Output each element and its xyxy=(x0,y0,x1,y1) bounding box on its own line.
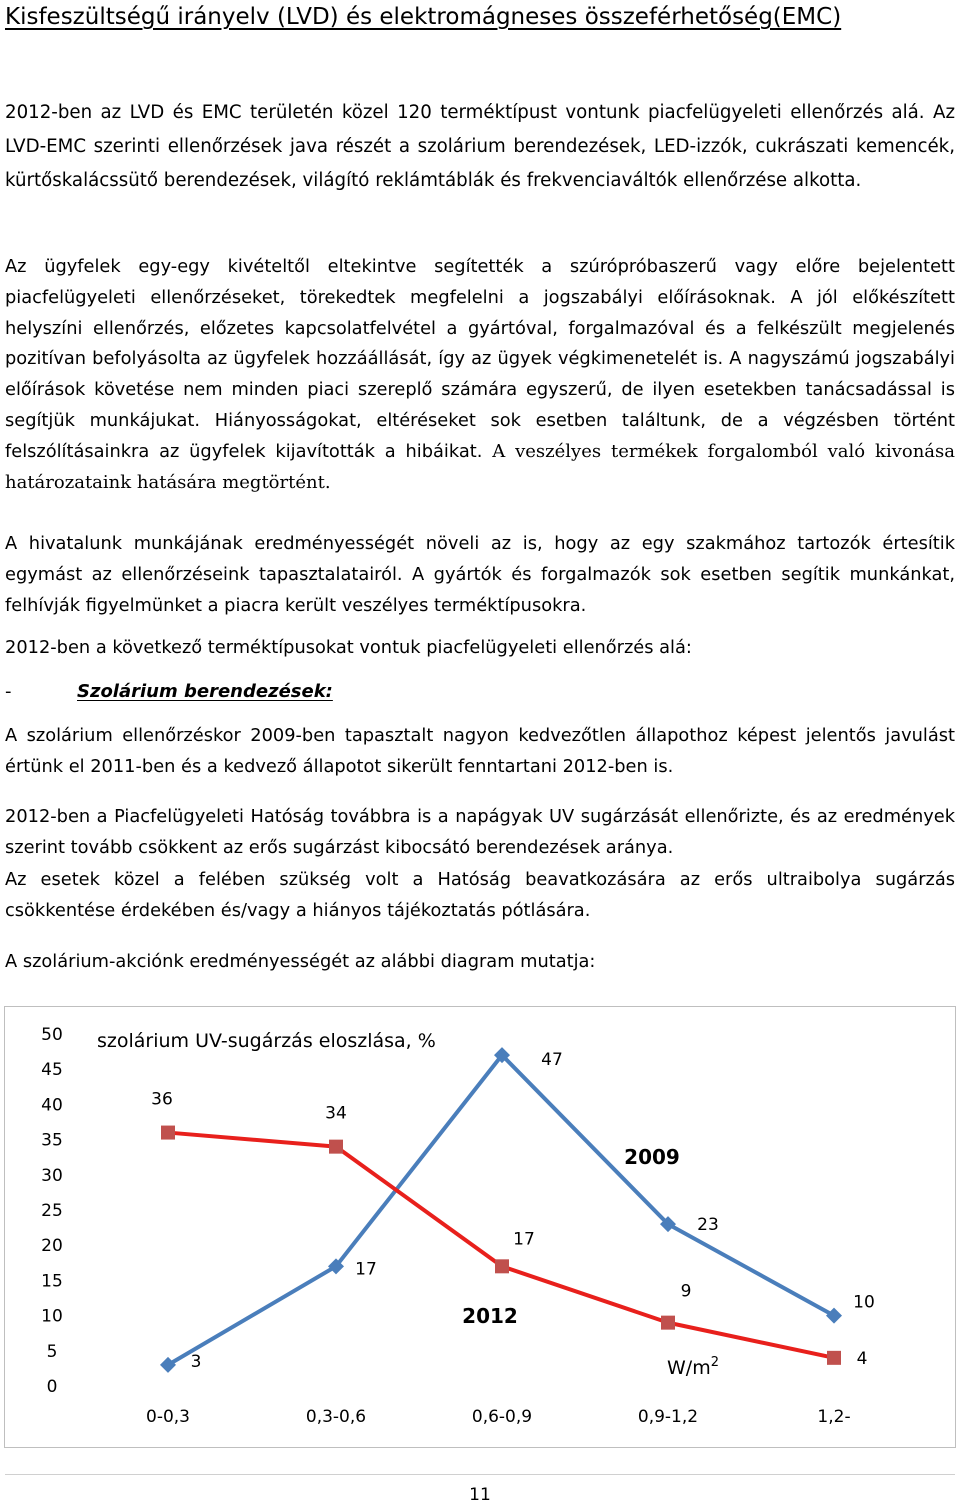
x-unit-base: W/m xyxy=(667,1357,711,1379)
data-label-2009: 10 xyxy=(853,1292,875,1313)
paragraph-intro: 2012-ben az LVD és EMC területén közel 120 terméktípust vontunk piacfelügyeleti ellenőrzés alá. Az LVD-EMC szerinti ellenőrzések java részét a szolárium berendezések, LED-izzók, cukrászati kemencék, kürtőskalácssütő berendezések, világító reklámtáblák és frekvenciaváltók ellenőrzése alkotta. xyxy=(5,102,955,191)
data-label-2009: 3 xyxy=(190,1351,202,1372)
x-tick-label: 1,2- xyxy=(817,1407,851,1427)
y-tick-label: 50 xyxy=(41,1025,63,1045)
marker-2012 xyxy=(161,1126,175,1140)
marker-2012 xyxy=(661,1316,675,1330)
data-label-2012: 34 xyxy=(325,1103,347,1124)
paragraph-clients xyxy=(5,252,955,498)
data-label-2009: 23 xyxy=(697,1215,719,1236)
paragraph-solarium-check: A szolárium ellenőrzéskor 2009-ben tapasztalt nagyon kedvezőtlen állapothoz képest jelentős javulást értünk el 2011-ben és a kedvező állapotot sikerült fenntartani 2012-ben is. xyxy=(5,725,955,777)
data-label-2012: 9 xyxy=(680,1281,692,1302)
y-tick-label: 0 xyxy=(46,1377,58,1397)
x-tick-label: 0-0,3 xyxy=(146,1407,190,1427)
paragraph-clients-serif: A veszélyes termékek forgalomból való kivonása határozataink hatására megtörtént. xyxy=(5,440,955,493)
bullet-label: Szolárium berendezések: xyxy=(77,681,333,702)
paragraph-clients-text: Az ügyfelek egy-egy kivételtől eltekintve segítették a szúrópróbaszerű vagy előre bejelentett piacfelügyeleti ellenőrzéseket, törekedtek megfelelni a jogszabályi előírásoknak. A jól előkészített helyszíni ellenőrzés, előzetes kapcsolatfelvétel a gyártóval, forgalmazóval és a felkészült megjelenés pozitívan befolyásolta az ügyfelek hozzáállását, így az ügyek végkimenetelét is. A nagyszámú jogszabályi előírások követése nem minden piaci szereplő számára egyszerű, de ilyen esetekben tanácsadással is segítjük munkájukat. Hiányosságokat, eltéréseket sok esetben találtunk, de a végzésben történt felszólításainkra az ügyfelek kijavították a hibáikat. xyxy=(5,256,955,462)
y-tick-label: 15 xyxy=(41,1271,63,1292)
paragraph-effectiveness: A hivatalunk munkájának eredményességét növeli az is, hogy az egy szakmához tartozók értesítik egymást az ellenőrzéseink tapasztalatairól. A gyártók és forgalmazók sok esetben segítik munkánkat, felhívják figyelmünket a piacra került veszélyes terméktípusokra. xyxy=(5,533,955,616)
y-tick-label: 25 xyxy=(41,1201,63,1221)
y-tick-label: 5 xyxy=(46,1341,58,1362)
marker-2012 xyxy=(495,1259,509,1273)
chart-container xyxy=(4,1006,956,1448)
data-label-2009: 47 xyxy=(541,1050,563,1071)
bullet-solarium xyxy=(5,676,333,707)
marker-2012 xyxy=(827,1351,841,1365)
data-label-2012: 17 xyxy=(513,1229,535,1250)
x-unit-superscript: 2 xyxy=(710,1355,719,1370)
chart-frame xyxy=(5,1007,956,1448)
y-tick-label: 40 xyxy=(41,1095,63,1116)
paragraph-product-types: 2012-ben a következő terméktípusokat vontuk piacfelügyeleti ellenőrzés alá: xyxy=(5,637,692,658)
y-tick-label: 45 xyxy=(41,1060,63,1081)
paragraph-chart-intro: A szolárium-akciónk eredményességét az alábbi diagram mutatja: xyxy=(5,951,596,972)
data-label-2009: 17 xyxy=(355,1259,377,1280)
page-title: Kisfeszültségű irányelv (LVD) és elektromágneses összeférhetőség(EMC) xyxy=(5,4,842,30)
y-tick-label: 10 xyxy=(41,1306,63,1327)
paragraph-intervention: Az esetek közel a felében szükség volt a Hatóság beavatkozására az erős ultraibolya sugárzás csökkentése érdekében és/vagy a hiányos tájékoztatás pótlására. xyxy=(5,869,955,921)
page-number: 11 xyxy=(469,1485,491,1505)
series-name-2009: 2009 xyxy=(624,1145,680,1169)
marker-2012 xyxy=(329,1140,343,1154)
data-label-2012: 36 xyxy=(151,1089,173,1110)
x-tick-label: 0,3-0,6 xyxy=(305,1407,367,1427)
chart-title: szolárium UV-sugárzás eloszlása, % xyxy=(97,1030,436,1052)
x-tick-label: 0,6-0,9 xyxy=(471,1407,533,1427)
paragraph-uv-check: 2012-ben a Piacfelügyeleti Hatóság továbbra is a napágyak UV sugárzását ellenőrizte, és az eredmények szerint tovább csökkent az erős sugárzást kibocsátó berendezések aránya. xyxy=(5,806,955,858)
y-tick-label: 20 xyxy=(41,1236,63,1257)
uv-distribution-chart xyxy=(4,1006,956,1448)
series-name-2012: 2012 xyxy=(462,1304,518,1328)
footer-divider xyxy=(5,1474,955,1475)
bullet-dash: - xyxy=(5,681,12,702)
x-tick-label: 0,9-1,2 xyxy=(637,1407,699,1427)
data-label-2012: 4 xyxy=(856,1348,868,1369)
y-tick-label: 30 xyxy=(41,1165,63,1186)
y-tick-label: 35 xyxy=(41,1130,63,1151)
